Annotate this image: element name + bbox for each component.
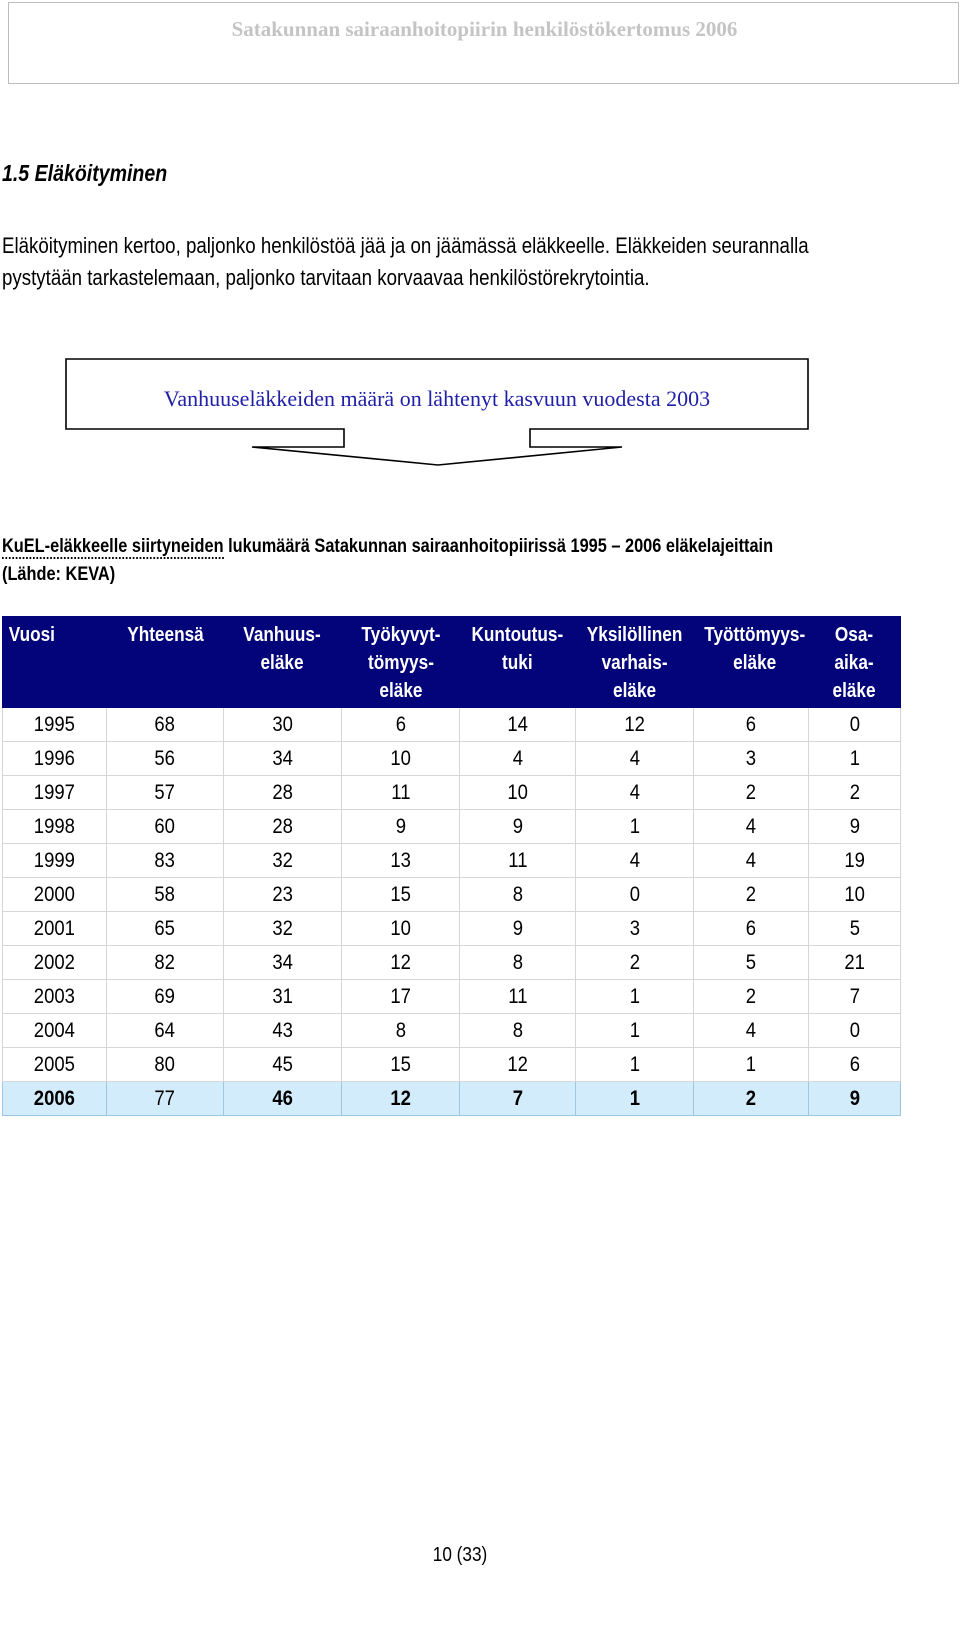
cell-value: 1997 bbox=[33, 780, 76, 804]
section-heading: 1.5 Eläköityminen bbox=[2, 160, 168, 186]
cell-value: 31 bbox=[272, 984, 293, 1008]
table-cell-col-vuosi bbox=[3, 912, 107, 946]
table-caption bbox=[2, 533, 914, 589]
table-cell-col-osa-aikaelake bbox=[809, 810, 901, 844]
cell-value: 12 bbox=[390, 950, 411, 974]
table-cell-col-vanhuuselake bbox=[224, 946, 342, 980]
table-cell-col-yksilollinen-varhaiselake bbox=[576, 980, 694, 1014]
table-cell-col-kuntoutustuki bbox=[460, 878, 576, 912]
header-col-tyokyvyttomyyselake bbox=[342, 617, 460, 708]
cell-value: 9 bbox=[849, 814, 860, 838]
cell-value: 6 bbox=[849, 1052, 860, 1076]
cell-value: 9 bbox=[849, 1086, 860, 1110]
table-cell-col-tyokyvyttomyyselake bbox=[342, 878, 460, 912]
table-cell-col-yksilollinen-varhaiselake bbox=[576, 708, 694, 742]
table-cell-col-tyokyvyttomyyselake bbox=[342, 946, 460, 980]
table-cell-col-tyokyvyttomyyselake bbox=[342, 1014, 460, 1048]
cell-value: 12 bbox=[624, 712, 645, 736]
table-cell-col-tyokyvyttomyyselake bbox=[342, 742, 460, 776]
table-cell-col-yhteensa bbox=[107, 742, 224, 776]
table-cell-col-osa-aikaelake bbox=[809, 742, 901, 776]
cell-value: 9 bbox=[512, 916, 523, 940]
table-cell-col-osa-aikaelake bbox=[809, 1014, 901, 1048]
table-cell-col-tyokyvyttomyyselake bbox=[342, 844, 460, 878]
table-cell-col-vanhuuselake bbox=[224, 810, 342, 844]
cell-value: 21 bbox=[844, 950, 865, 974]
table-cell-col-tyottomyyselake bbox=[694, 946, 809, 980]
table-cell-col-vuosi bbox=[3, 844, 107, 878]
cell-value: 57 bbox=[154, 780, 176, 804]
cell-value: 58 bbox=[154, 882, 176, 906]
cell-value: 10 bbox=[390, 746, 411, 770]
cell-value: 4 bbox=[745, 1018, 757, 1042]
table-cell-col-tyottomyyselake bbox=[694, 1048, 809, 1082]
table-cell-col-vuosi bbox=[3, 810, 107, 844]
table-cell-col-osa-aikaelake bbox=[809, 1082, 901, 1116]
table-cell-col-tyottomyyselake bbox=[694, 1014, 809, 1048]
table-cell-col-tyottomyyselake bbox=[694, 980, 809, 1014]
cell-value: 3 bbox=[629, 916, 640, 940]
table-cell-col-vuosi bbox=[3, 946, 107, 980]
cell-value: 65 bbox=[154, 916, 176, 940]
cell-value: 2003 bbox=[33, 984, 76, 1008]
cell-value: 4 bbox=[745, 814, 757, 838]
cell-value: 4 bbox=[512, 746, 523, 770]
table-cell-col-vanhuuselake bbox=[224, 980, 342, 1014]
table-cell-col-tyottomyyselake bbox=[694, 742, 809, 776]
header-label: Yhteensä bbox=[126, 624, 204, 646]
table-cell-col-tyokyvyttomyyselake bbox=[342, 810, 460, 844]
table-cell-col-vanhuuselake bbox=[224, 1082, 342, 1116]
table-cell-col-kuntoutustuki bbox=[460, 776, 576, 810]
header-col-vanhuuselake bbox=[224, 617, 342, 708]
cell-value: 1 bbox=[629, 1052, 640, 1076]
table-cell-col-tyottomyyselake bbox=[694, 810, 809, 844]
table-row bbox=[3, 980, 901, 1014]
table-body bbox=[3, 708, 901, 1116]
caption-source: (Lähde: KEVA) bbox=[2, 564, 116, 585]
table-cell-col-yksilollinen-varhaiselake bbox=[576, 1014, 694, 1048]
table-cell-col-osa-aikaelake bbox=[809, 776, 901, 810]
table-cell-col-kuntoutustuki bbox=[460, 946, 576, 980]
cell-value: 2001 bbox=[33, 916, 76, 940]
table-cell-col-osa-aikaelake bbox=[809, 912, 901, 946]
table-cell-col-osa-aikaelake bbox=[809, 980, 901, 1014]
cell-value: 13 bbox=[390, 848, 411, 872]
cell-value: 2000 bbox=[33, 882, 76, 906]
cell-value: 8 bbox=[512, 950, 523, 974]
cell-value: 28 bbox=[272, 780, 293, 804]
table-row bbox=[3, 1014, 901, 1048]
table-cell-col-yhteensa bbox=[107, 1082, 224, 1116]
table-row bbox=[3, 742, 901, 776]
table-cell-col-yksilollinen-varhaiselake bbox=[576, 946, 694, 980]
table-cell-col-vuosi bbox=[3, 742, 107, 776]
table-cell-col-yksilollinen-varhaiselake bbox=[576, 878, 694, 912]
cell-value: 1998 bbox=[33, 814, 76, 838]
cell-value: 17 bbox=[390, 984, 411, 1008]
cell-value: 77 bbox=[154, 1086, 176, 1110]
table-cell-col-kuntoutustuki bbox=[460, 742, 576, 776]
table-cell-col-vanhuuselake bbox=[224, 912, 342, 946]
table-cell-col-yksilollinen-varhaiselake bbox=[576, 844, 694, 878]
cell-value: 43 bbox=[272, 1018, 293, 1042]
table-cell-col-tyottomyyselake bbox=[694, 708, 809, 742]
header-label: Työkyvyt- tömyys- eläke bbox=[360, 624, 441, 702]
table-cell-col-yhteensa bbox=[107, 878, 224, 912]
pension-table bbox=[2, 616, 901, 1116]
cell-value: 10 bbox=[844, 882, 865, 906]
table-cell-col-vanhuuselake bbox=[224, 742, 342, 776]
cell-value: 0 bbox=[849, 1018, 860, 1042]
header-label: Osa- aika- eläke bbox=[832, 624, 877, 702]
table-cell-col-yksilollinen-varhaiselake bbox=[576, 776, 694, 810]
table-cell-col-kuntoutustuki bbox=[460, 708, 576, 742]
table-row bbox=[3, 810, 901, 844]
cell-value: 1 bbox=[629, 1086, 640, 1110]
table-cell-col-tyottomyyselake bbox=[694, 1082, 809, 1116]
cell-value: 6 bbox=[395, 712, 406, 736]
table-cell-col-kuntoutustuki bbox=[460, 980, 576, 1014]
cell-value: 15 bbox=[390, 1052, 411, 1076]
cell-value: 46 bbox=[272, 1086, 293, 1110]
cell-value: 2 bbox=[745, 882, 757, 906]
cell-value: 15 bbox=[390, 882, 411, 906]
cell-value: 1 bbox=[629, 1018, 640, 1042]
cell-value: 10 bbox=[507, 780, 528, 804]
cell-value: 1996 bbox=[33, 746, 76, 770]
table-cell-col-vuosi bbox=[3, 776, 107, 810]
cell-value: 83 bbox=[154, 848, 176, 872]
table-cell-col-osa-aikaelake bbox=[809, 844, 901, 878]
cell-value: 34 bbox=[272, 746, 293, 770]
table-cell-col-tyottomyyselake bbox=[694, 878, 809, 912]
cell-value: 2 bbox=[745, 984, 757, 1008]
table-cell-col-osa-aikaelake bbox=[809, 708, 901, 742]
table-cell-col-yksilollinen-varhaiselake bbox=[576, 912, 694, 946]
table-cell-col-vuosi bbox=[3, 1082, 107, 1116]
cell-value: 12 bbox=[390, 1086, 411, 1110]
table-cell-col-vanhuuselake bbox=[224, 878, 342, 912]
cell-value: 68 bbox=[154, 712, 176, 736]
cell-value: 4 bbox=[629, 746, 640, 770]
table-cell-col-kuntoutustuki bbox=[460, 844, 576, 878]
cell-value: 45 bbox=[272, 1052, 293, 1076]
intro-line-1: Eläköityminen kertoo, paljonko henkilöstöä jää ja on jäämässä eläkkeelle. Eläkkeiden seurannalla bbox=[2, 233, 809, 258]
table-cell-col-vanhuuselake bbox=[224, 776, 342, 810]
table-row bbox=[3, 708, 901, 742]
cell-value: 2 bbox=[629, 950, 640, 974]
header-col-yhteensa bbox=[107, 617, 224, 708]
table-cell-col-yksilollinen-varhaiselake bbox=[576, 1048, 694, 1082]
cell-value: 32 bbox=[272, 916, 293, 940]
table-cell-col-vanhuuselake bbox=[224, 1048, 342, 1082]
table-cell-col-kuntoutustuki bbox=[460, 810, 576, 844]
cell-value: 4 bbox=[745, 848, 757, 872]
cell-value: 80 bbox=[154, 1052, 176, 1076]
cell-value: 11 bbox=[390, 780, 411, 804]
cell-value: 2002 bbox=[33, 950, 76, 974]
intro-line-2: pystytään tarkastelemaan, paljonko tarvitaan korvaavaa henkilöstörekrytointia. bbox=[2, 265, 650, 290]
header-col-yksilollinen-varhaiselake bbox=[576, 617, 694, 708]
header-col-tyottomyyselake bbox=[694, 617, 809, 708]
cell-value: 8 bbox=[512, 882, 523, 906]
caption-underlined-term: KuEL-eläkkeelle siirtyneiden bbox=[2, 536, 224, 557]
header-col-kuntoutustuki bbox=[460, 617, 576, 708]
table-header-row bbox=[3, 617, 901, 708]
table-cell-col-osa-aikaelake bbox=[809, 946, 901, 980]
table-cell-col-tyottomyyselake bbox=[694, 844, 809, 878]
table-cell-col-vuosi bbox=[3, 1048, 107, 1082]
cell-value: 69 bbox=[154, 984, 176, 1008]
table-cell-col-vanhuuselake bbox=[224, 708, 342, 742]
table-cell-col-tyokyvyttomyyselake bbox=[342, 980, 460, 1014]
cell-value: 28 bbox=[272, 814, 293, 838]
header-label: Kuntoutus- tuki bbox=[471, 624, 564, 674]
table-cell-col-vanhuuselake bbox=[224, 1014, 342, 1048]
page-number: 10 (33) bbox=[432, 1544, 488, 1566]
table-cell-col-osa-aikaelake bbox=[809, 878, 901, 912]
table-cell-col-yhteensa bbox=[107, 1014, 224, 1048]
cell-value: 34 bbox=[272, 950, 293, 974]
table-row bbox=[3, 776, 901, 810]
table-cell-col-tyokyvyttomyyselake bbox=[342, 912, 460, 946]
cell-value: 14 bbox=[507, 712, 528, 736]
cell-value: 7 bbox=[849, 984, 860, 1008]
cell-value: 11 bbox=[507, 984, 528, 1008]
table-cell-col-yhteensa bbox=[107, 776, 224, 810]
caption-line-1 bbox=[2, 533, 914, 561]
cell-value: 5 bbox=[849, 916, 860, 940]
header-col-osa-aikaelake bbox=[809, 617, 901, 708]
caption-rest: lukumäärä Satakunnan sairaanhoitopiirissä 1995 – 2006 eläkelajeittain bbox=[223, 536, 774, 557]
cell-value: 1 bbox=[629, 984, 640, 1008]
cell-value: 60 bbox=[154, 814, 176, 838]
header-label: Vanhuus- eläke bbox=[243, 624, 322, 674]
cell-value: 64 bbox=[154, 1018, 176, 1042]
cell-value: 1 bbox=[849, 746, 860, 770]
header-col-vuosi bbox=[3, 617, 107, 708]
table-cell-col-yhteensa bbox=[107, 708, 224, 742]
cell-value: 2004 bbox=[33, 1018, 76, 1042]
table-cell-col-kuntoutustuki bbox=[460, 1082, 576, 1116]
header-label: Vuosi bbox=[8, 624, 55, 646]
table-cell-col-yksilollinen-varhaiselake bbox=[576, 1082, 694, 1116]
table-row bbox=[3, 946, 901, 980]
cell-value: 2005 bbox=[33, 1052, 76, 1076]
table-cell-col-yhteensa bbox=[107, 980, 224, 1014]
cell-value: 0 bbox=[849, 712, 860, 736]
table-cell-col-yhteensa bbox=[107, 912, 224, 946]
cell-value: 6 bbox=[745, 916, 757, 940]
table-cell-col-vuosi bbox=[3, 1014, 107, 1048]
cell-value: 5 bbox=[745, 950, 757, 974]
header-title: Satakunnan sairaanhoitopiirin henkilöstökertomus 2006 bbox=[231, 17, 738, 41]
cell-value: 23 bbox=[272, 882, 293, 906]
cell-value: 8 bbox=[395, 1018, 406, 1042]
cell-value: 2 bbox=[745, 1086, 757, 1110]
cell-value: 1995 bbox=[33, 712, 76, 736]
cell-value: 2 bbox=[849, 780, 860, 804]
table-cell-col-vuosi bbox=[3, 980, 107, 1014]
cell-value: 7 bbox=[512, 1086, 523, 1110]
cell-value: 82 bbox=[154, 950, 176, 974]
table-cell-col-tyokyvyttomyyselake bbox=[342, 776, 460, 810]
cell-value: 3 bbox=[745, 746, 757, 770]
cell-value: 32 bbox=[272, 848, 293, 872]
table-cell-col-vanhuuselake bbox=[224, 844, 342, 878]
table-cell-col-tyokyvyttomyyselake bbox=[342, 708, 460, 742]
cell-value: 11 bbox=[507, 848, 528, 872]
callout-text: Vanhuuseläkkeiden määrä on lähtenyt kasvuun vuodesta 2003 bbox=[163, 386, 711, 411]
table-row bbox=[3, 1082, 901, 1116]
cell-value: 0 bbox=[629, 882, 640, 906]
cell-value: 1 bbox=[745, 1052, 757, 1076]
cell-value: 4 bbox=[629, 780, 640, 804]
table-cell-col-kuntoutustuki bbox=[460, 912, 576, 946]
table-cell-col-yhteensa bbox=[107, 844, 224, 878]
header-label: Yksilöllinen varhais- eläke bbox=[586, 624, 683, 702]
cell-value: 1 bbox=[629, 814, 640, 838]
cell-value: 9 bbox=[395, 814, 406, 838]
cell-value: 2 bbox=[745, 780, 757, 804]
table-cell-col-tyottomyyselake bbox=[694, 776, 809, 810]
cell-value: 1999 bbox=[33, 848, 76, 872]
table-cell-col-vuosi bbox=[3, 878, 107, 912]
table-row bbox=[3, 1048, 901, 1082]
cell-value: 10 bbox=[390, 916, 411, 940]
table-row bbox=[3, 844, 901, 878]
table-cell-col-yhteensa bbox=[107, 810, 224, 844]
table-cell-col-tyottomyyselake bbox=[694, 912, 809, 946]
table-row bbox=[3, 878, 901, 912]
table-cell-col-osa-aikaelake bbox=[809, 1048, 901, 1082]
cell-value: 8 bbox=[512, 1018, 523, 1042]
cell-value: 19 bbox=[844, 848, 865, 872]
cell-value: 9 bbox=[512, 814, 523, 838]
table-cell-col-kuntoutustuki bbox=[460, 1048, 576, 1082]
table-cell-col-vuosi bbox=[3, 708, 107, 742]
table-cell-col-yhteensa bbox=[107, 1048, 224, 1082]
cell-value: 12 bbox=[507, 1052, 528, 1076]
table-cell-col-yksilollinen-varhaiselake bbox=[576, 810, 694, 844]
cell-value: 6 bbox=[745, 712, 757, 736]
table-row bbox=[3, 912, 901, 946]
cell-value: 56 bbox=[154, 746, 176, 770]
table-cell-col-yksilollinen-varhaiselake bbox=[576, 742, 694, 776]
table-cell-col-tyokyvyttomyyselake bbox=[342, 1048, 460, 1082]
cell-value: 2006 bbox=[33, 1086, 76, 1110]
cell-value: 4 bbox=[629, 848, 640, 872]
header-label: Työttömyys- eläke bbox=[704, 624, 806, 674]
table-cell-col-kuntoutustuki bbox=[460, 1014, 576, 1048]
cell-value: 30 bbox=[272, 712, 293, 736]
table-cell-col-tyokyvyttomyyselake bbox=[342, 1082, 460, 1116]
table-cell-col-yhteensa bbox=[107, 946, 224, 980]
